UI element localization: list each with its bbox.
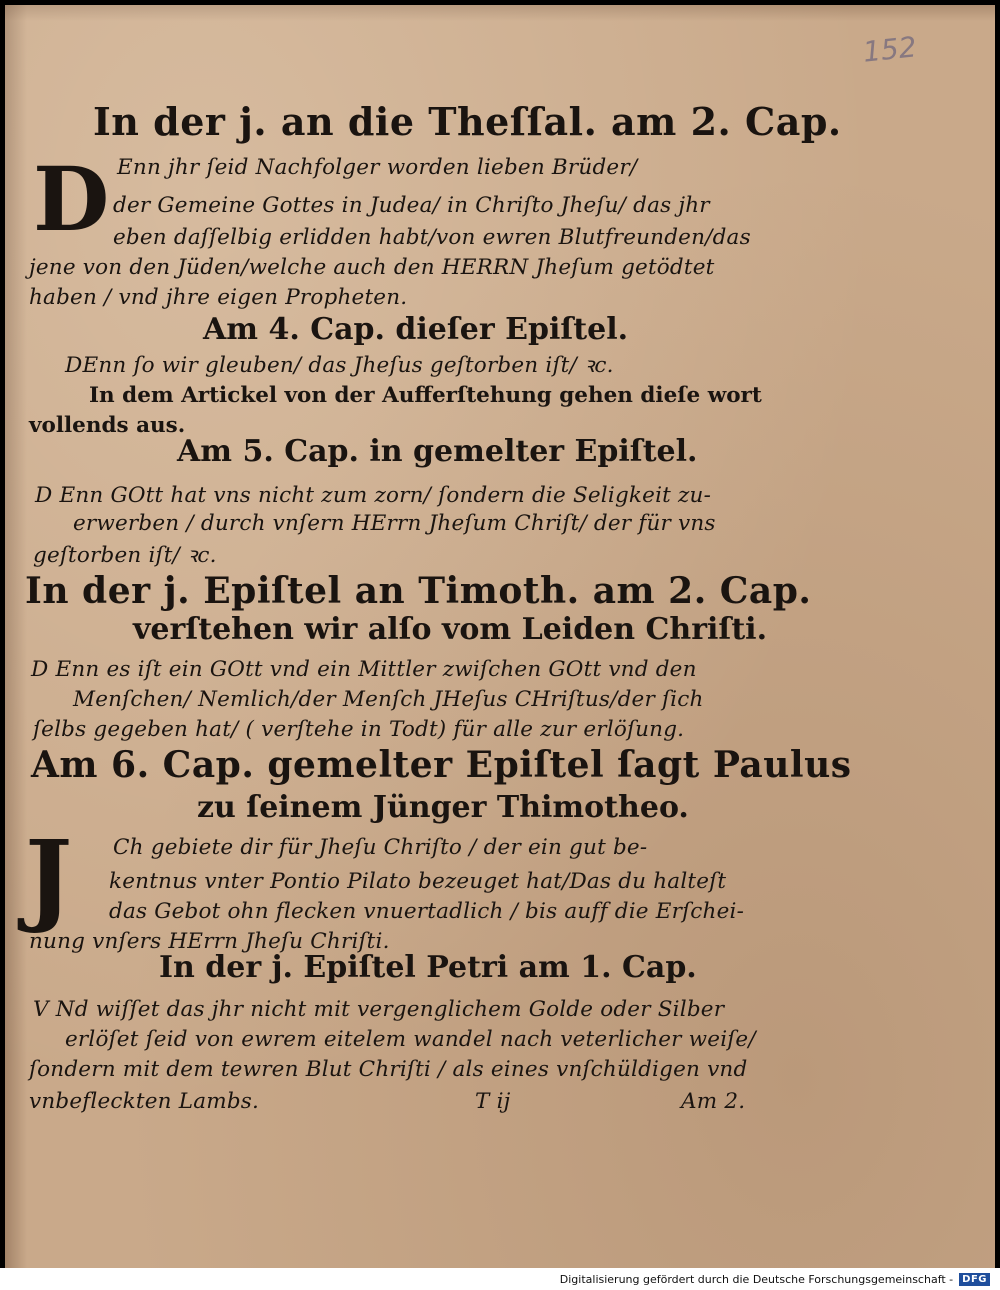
- text-line: eben daſſelbig erlidden habt/von ewren Blutfreunden/das: [113, 225, 751, 250]
- book-page: [5, 5, 995, 1268]
- text-line: haben / vnd jhre eigen Propheten.: [29, 285, 408, 310]
- text-line: erlöſet ſeid von ewrem eitelem wandel nach veterlicher weiſe/: [65, 1027, 756, 1052]
- text-line: In dem Artickel von der Aufferſtehung gehen dieſe wort: [89, 383, 762, 408]
- text-line: vollends aus.: [29, 413, 186, 438]
- signature-mark: T ij: [475, 1089, 511, 1114]
- text-line: Menſchen/ Nemlich/der Menſch JHeſus CHriſtus/der ſich: [73, 687, 704, 712]
- text-line: das Gebot ohn flecken vnuertadlich / bis auff die Erſchei-: [109, 899, 745, 924]
- text-line: Ch gebiete dir für Jheſu Chriſto / der ein gut be-: [113, 835, 648, 860]
- text-line: D Enn es iſt ein GOtt vnd ein Mittler zwiſchen GOtt vnd den: [31, 657, 697, 682]
- heading-peter: In der j. Epiſtel Petri am 1. Cap.: [159, 950, 697, 985]
- heading-timothy-sub: verſtehen wir alſo vom Leiden Chriſti.: [133, 612, 768, 647]
- dfg-logo-icon[interactable]: DFG: [959, 1273, 990, 1286]
- heading-chapter-5: Am 5. Cap. in gemelter Epiſtel.: [177, 434, 698, 469]
- text-line: DEnn ſo wir gleuben/ das Jheſus geſtorben iſt/ ꝛc.: [65, 353, 614, 378]
- drop-initial-i: J: [25, 818, 73, 936]
- text-line: kentnus vnter Pontio Pilato bezeuget hat/Das du halteſt: [109, 869, 727, 894]
- text-line: D Enn GOtt hat vns nicht zum zorn/ ſondern die Seligkeit zu-: [35, 483, 712, 508]
- folio-number: 152: [861, 30, 919, 69]
- footer-bar: [0, 1268, 1000, 1290]
- catchword: Am 2.: [681, 1089, 746, 1114]
- text-line: jene von den Jüden/welche auch den HERRN Jheſum getödtet: [29, 255, 715, 280]
- drop-initial-d: D: [33, 147, 110, 251]
- text-line: erwerben / durch vnſern HErrn Jheſum Chriſt/ der für vns: [73, 511, 716, 536]
- text-line: geſtorben iſt/ ꝛc.: [33, 543, 217, 568]
- text-line: ſondern mit dem tewren Blut Chriſti / als eines vnſchüldigen vnd: [29, 1057, 748, 1082]
- text-line: nung vnſers HErrn Jheſu Chriſti.: [29, 929, 390, 954]
- heading-chapter-6-sub: zu ſeinem Jünger Thimotheo.: [197, 790, 689, 825]
- footer-credit-text: Digitalisierung gefördert durch die Deutsche Forschungsgemeinschaft -: [559, 1272, 954, 1286]
- text-line: ſelbs gegeben hat/ ( verſtehe in Todt) für alle zur erlöſung.: [33, 717, 685, 742]
- text-line: Enn jhr ſeid Nachfolger worden lieben Brüder/: [117, 155, 638, 180]
- text-line: vnbefleckten Lambs.: [29, 1089, 260, 1114]
- text-line: V Nd wiſſet das jhr nicht mit vergenglichem Golde oder Silber: [33, 997, 725, 1022]
- heading-chapter-4: Am 4. Cap. dieſer Epiſtel.: [203, 312, 629, 347]
- heading-thessalonians: In der j. an die Theſſal. am 2. Cap.: [93, 99, 842, 144]
- text-line: der Gemeine Gottes in Judea/ in Chriſto Jheſu/ das jhr: [113, 193, 710, 218]
- heading-timothy: In der j. Epiſtel an Timoth. am 2. Cap.: [25, 570, 812, 612]
- heading-chapter-6: Am 6. Cap. gemelter Epiſtel ſagt Paulus: [31, 744, 852, 786]
